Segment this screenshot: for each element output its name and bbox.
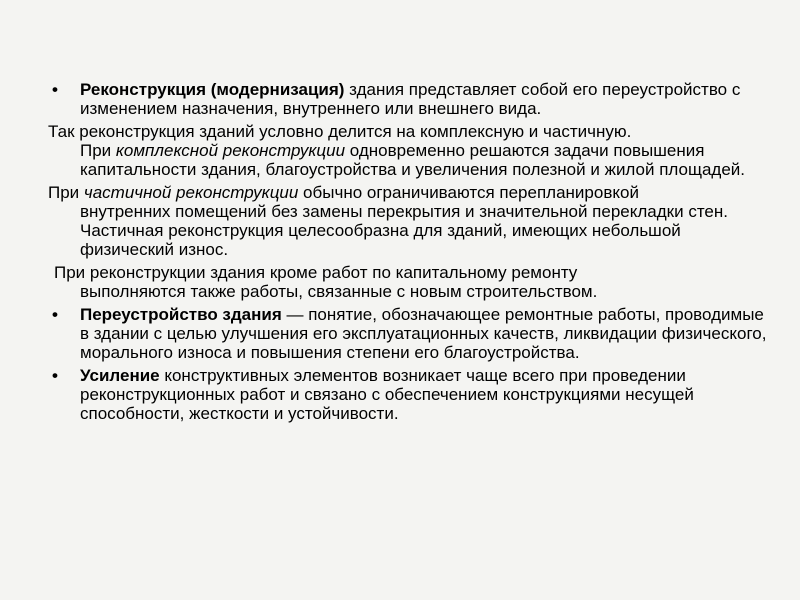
paragraph-partial [48, 183, 768, 259]
partial-prefix: При [48, 183, 84, 202]
bullet-dot-icon: • [52, 80, 58, 99]
slide-content [48, 80, 768, 427]
term-rearrangement: Переустройство здания [80, 305, 282, 324]
paragraph-types-intro: Так реконструкция зданий условно делится на комплексную и частичную. [48, 122, 632, 141]
definition-strengthening: конструктивных элементов возникает чаще всего при проведении реконструкционных работ и связано с обеспечением конструкциями несущей способности, жесткости и устойчивости. [80, 366, 694, 423]
term-complex-reconstruction: комплексной реконструкции [115, 141, 346, 160]
bullet-strengthening [48, 366, 768, 423]
bullet-dot-icon: • [52, 366, 58, 385]
new-construction-line1: При реконструкции здания кроме работ по капитальному ремонту [54, 263, 578, 282]
term-strengthening: Усиление [80, 366, 160, 385]
bullet-reconstruction [48, 80, 768, 118]
term-reconstruction: Реконструкция (модернизация) [80, 80, 345, 99]
definition-rearrangement: — понятие, обозначающее ремонтные работы, проводимые в здании с целью улучшения его эксплуатационных качеств, ликвидации физического, морального износа и повышения степени его благоустройства. [80, 305, 767, 362]
partial-description-rest: внутренних помещений без замены перекрытия и значительной перекладки стен. Частичная реконструкция целесообразна для зданий, имеющих небольшой физический износ. [80, 202, 728, 259]
paragraph-types-complex [48, 141, 768, 179]
complex-prefix: При [80, 141, 116, 160]
complex-description: одновременно решаются задачи повышения капитальности здания, благоустройства и увеличения полезной и жилой площадей. [80, 141, 746, 179]
bullet-dot-icon: • [52, 305, 58, 324]
definition-reconstruction: здания представляет собой его переустройство с изменением назначения, внутреннего или внешнего вида. [80, 80, 741, 118]
paragraph-types [48, 122, 768, 179]
term-partial-reconstruction: частичной реконструкции [83, 183, 299, 202]
bullet-rearrangement [48, 305, 768, 362]
new-construction-line2: выполняются также работы, связанные с новым строительством. [80, 282, 598, 301]
partial-description-start: обычно ограничиваются перепланировкой [298, 183, 639, 202]
paragraph-new-construction [48, 263, 768, 301]
